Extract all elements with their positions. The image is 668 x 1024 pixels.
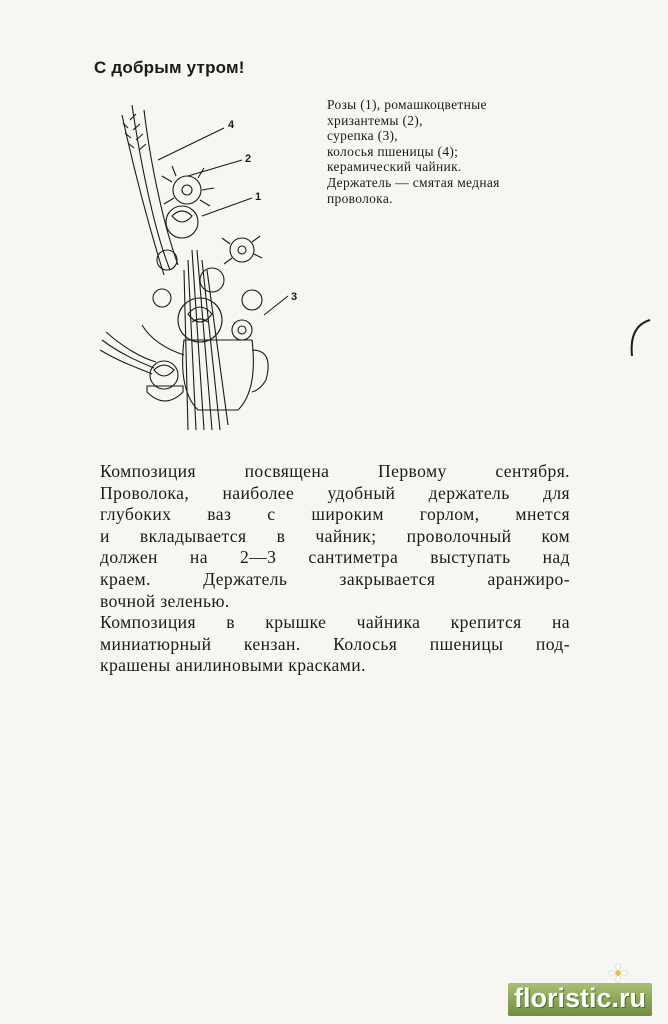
body-line: крашены анилиновыми красками. [100,655,366,676]
callout-1: 1 [255,191,262,203]
body-line: глубоких ваз с широким горлом, мнется [100,504,570,525]
body-line: должен на 2—3 сантиметра выступать над [100,547,570,568]
legend-line: проволока. [327,190,393,206]
legend-line: колосья пшеницы (4); [327,143,459,159]
page-title: С добрым утром! [94,58,245,77]
watermark [508,980,652,1018]
scan-mark [626,318,656,362]
watermark-text: floristic.ru [508,983,652,1016]
body-line: и вкладывается в чайник; проволочный ком [100,525,570,546]
legend-line: хризантемы (2), [327,112,423,128]
body-line: миниатюрный кензан. Колосья пшеницы под- [100,633,570,654]
body-line: краем. Держатель закрывается аранжиро- [100,568,570,589]
callout-3: 3 [291,291,298,303]
flower-arrangement-illustration [92,100,312,450]
body-line: Проволока, наиболее удобный держатель для [100,482,570,503]
callout-2: 2 [245,153,252,165]
legend-line: керамический чайник. [327,159,462,175]
legend-line: Держатель — смятая медная [327,174,500,190]
body-line: вочной зеленью. [100,590,230,611]
legend-line: Розы (1), ромашкоцветные [327,97,487,112]
description-text [100,461,570,677]
illustration-legend [327,97,577,206]
callout-4: 4 [228,119,235,131]
body-line: Композиция посвящена Первому сентября. [100,461,570,481]
legend-line: сурепка (3), [327,128,398,144]
body-line: Композиция в крышке чайника крепится на [100,612,570,633]
